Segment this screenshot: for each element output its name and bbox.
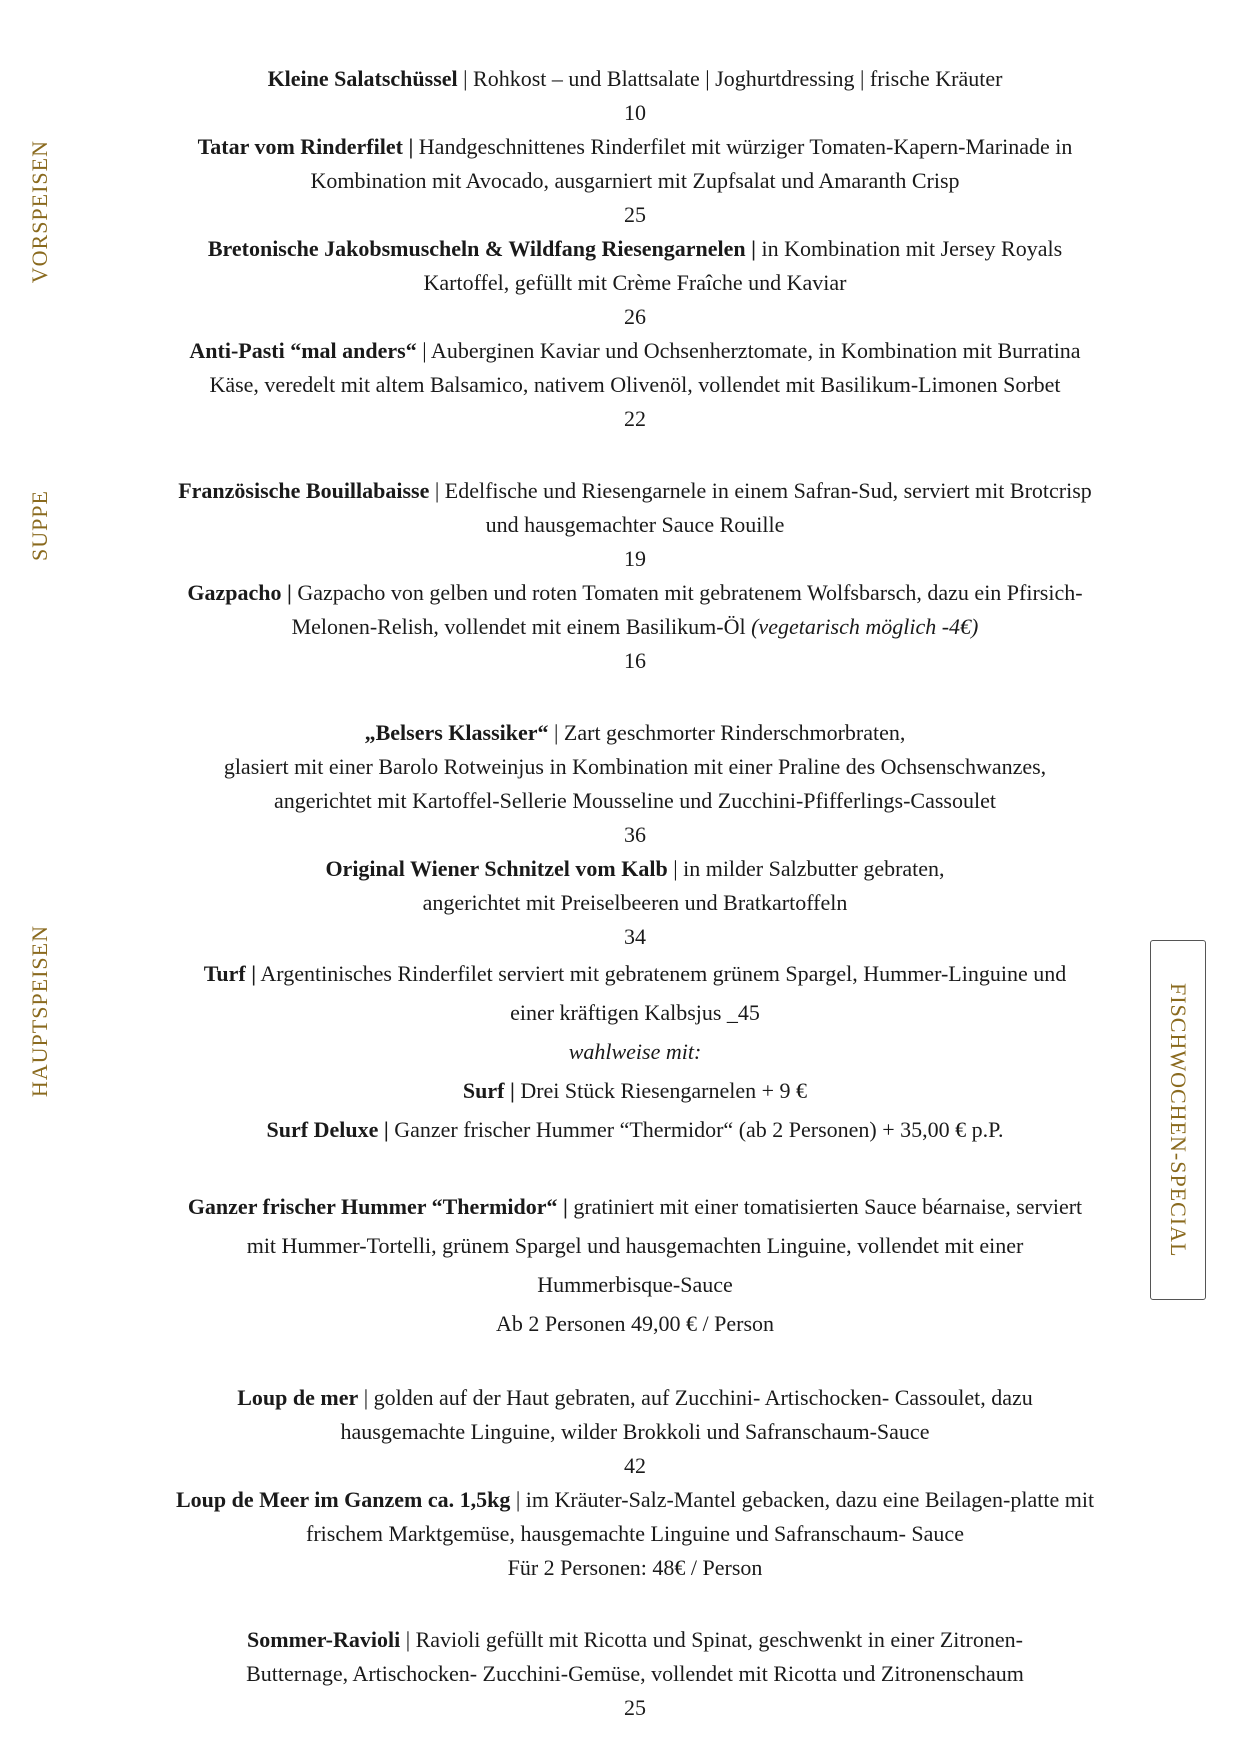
item-desc: Handgeschnittenes Rinderfilet mit würziger Tomaten-Kapern-Marinade in: [413, 134, 1073, 159]
item-desc: | in milder Salzbutter gebraten,: [667, 856, 945, 881]
menu-item-salat: [120, 62, 1150, 130]
item-name: Bretonische Jakobsmuscheln & Wildfang Riesengarnelen |: [207, 236, 757, 261]
menu-item-gazpacho: [120, 576, 1150, 678]
item-price: 36: [624, 822, 646, 847]
item-desc: angerichtet mit Kartoffel-Sellerie Mousseline und Zucchini-Pfifferlings-Cassoulet: [274, 788, 996, 813]
item-name: Loup de Meer im Ganzem ca. 1,5kg: [175, 1487, 511, 1512]
surf-name: Surf |: [462, 1078, 515, 1103]
section-label-special: FISCHWOCHEN-SPECIAL: [1166, 982, 1191, 1258]
item-price: 26: [624, 304, 646, 329]
item-desc: | im Kräuter-Salz-Mantel gebacken, dazu eine Beilagen-platte mit: [510, 1487, 1095, 1512]
menu-item-bouillabaisse: [120, 474, 1150, 576]
item-desc: hausgemachte Linguine, wilder Brokkoli und Safranschaum-Sauce: [340, 1419, 930, 1444]
item-desc: | Ravioli gefüllt mit Ricotta und Spinat, geschwenkt in einer Zitronen-: [400, 1627, 1023, 1652]
item-price: Ab 2 Personen 49,00 € / Person: [495, 1311, 775, 1336]
surf-deluxe-name: Surf Deluxe |: [266, 1117, 389, 1142]
menu-item-schnitzel: [120, 852, 1150, 954]
item-desc: in Kombination mit Jersey Royals: [756, 236, 1063, 261]
item-option: wahlweise mit:: [568, 1039, 702, 1064]
item-desc: Melonen-Relish, vollendet mit einem Basilikum-Öl: [291, 614, 752, 639]
item-desc: | Edelfische und Riesengarnele in einem Safran-Sud, serviert mit Brotcrisp: [429, 478, 1092, 503]
item-desc: Kombination mit Avocado, ausgarniert mit Zupfsalat und Amaranth Crisp: [310, 168, 960, 193]
menu-content: [120, 62, 1150, 1725]
item-name: Kleine Salatschüssel: [267, 66, 458, 91]
item-name: Loup de mer: [237, 1385, 359, 1410]
item-desc: | golden auf der Haut gebraten, auf Zucchini- Artischocken- Cassoulet, dazu: [358, 1385, 1033, 1410]
item-name: „Belsers Klassiker“: [364, 720, 549, 745]
menu-item-turf: [120, 954, 1150, 1149]
item-name: Turf |: [203, 961, 257, 986]
item-name: Gazpacho |: [187, 580, 292, 605]
item-name: Sommer-Ravioli: [247, 1627, 401, 1652]
menu-item-ravioli: [120, 1623, 1150, 1725]
surf-desc: Drei Stück Riesengarnelen + 9 €: [514, 1078, 808, 1103]
item-desc: | Auberginen Kaviar und Ochsenherztomate, in Kombination mit Burratina: [416, 338, 1081, 363]
item-desc: einer kräftigen Kalbsjus _45: [510, 1000, 760, 1025]
item-price: 22: [624, 406, 646, 431]
menu-item-antipasti: [120, 334, 1150, 436]
item-price: 34: [624, 924, 646, 949]
menu-item-klassiker: [120, 716, 1150, 852]
item-name: Französische Bouillabaisse: [178, 478, 430, 503]
item-desc: Hummerbisque-Sauce: [537, 1272, 733, 1297]
item-desc: frischem Marktgemüse, hausgemachte Linguine und Safranschaum- Sauce: [306, 1521, 964, 1546]
item-desc: und hausgemachter Sauce Rouille: [485, 512, 785, 537]
item-desc: Gazpacho von gelben und roten Tomaten mit gebratenem Wolfsbarsch, dazu ein Pfirsich-: [291, 580, 1083, 605]
item-name: Ganzer frischer Hummer “Thermidor“ |: [187, 1194, 568, 1219]
menu-item-hummer: [120, 1187, 1150, 1343]
item-price: 25: [624, 1695, 646, 1720]
section-label-suppe: SUPPE: [27, 490, 52, 562]
item-price: 25: [624, 202, 646, 227]
item-name: Tatar vom Rinderfilet |: [197, 134, 414, 159]
item-desc: gratiniert mit einer tomatisierten Sauce béarnaise, serviert: [567, 1194, 1083, 1219]
item-price: 16: [624, 648, 646, 673]
section-label-vorspeisen: VORSPEISEN: [27, 140, 52, 284]
item-desc: | Rohkost – und Blattsalate | Joghurtdressing | frische Kräuter: [457, 66, 1003, 91]
special-box: [1150, 940, 1206, 1300]
item-price: Für 2 Personen: 48€ / Person: [507, 1555, 763, 1580]
item-name: Original Wiener Schnitzel vom Kalb: [325, 856, 668, 881]
menu-item-loup: [120, 1381, 1150, 1483]
item-desc: mit Hummer-Tortelli, grünem Spargel und hausgemachten Linguine, vollendet mit einer: [246, 1233, 1024, 1258]
surf-deluxe-desc: Ganzer frischer Hummer “Thermidor“ (ab 2 Personen) + 35,00 € p.P.: [388, 1117, 1004, 1142]
item-desc: Käse, veredelt mit altem Balsamico, nativem Olivenöl, vollendet mit Basilikum-Limonen Sorbet: [209, 372, 1061, 397]
item-desc: Argentinisches Rinderfilet serviert mit gebratenem grünem Spargel, Hummer-Linguine und: [256, 961, 1067, 986]
item-price: 10: [624, 100, 646, 125]
item-desc: Kartoffel, gefüllt mit Crème Fraîche und Kaviar: [423, 270, 847, 295]
menu-item-loup-ganz: [120, 1483, 1150, 1585]
item-price: 19: [624, 546, 646, 571]
item-desc: | Zart geschmorter Rinderschmorbraten,: [548, 720, 906, 745]
item-desc: Butternage, Artischocken- Zucchini-Gemüse, vollendet mit Ricotta und Zitronenschaum: [246, 1661, 1024, 1686]
menu-item-jakobsmuscheln: [120, 232, 1150, 334]
section-label-hauptspeisen: HAUPTSPEISEN: [27, 925, 52, 1098]
item-desc: angerichtet mit Preiselbeeren und Bratkartoffeln: [422, 890, 848, 915]
item-price: 42: [624, 1453, 646, 1478]
item-name: Anti-Pasti “mal anders“: [189, 338, 417, 363]
menu-item-tatar: [120, 130, 1150, 232]
item-desc: glasiert mit einer Barolo Rotweinjus in Kombination mit einer Praline des Ochsenschwanzes,: [223, 754, 1047, 779]
item-note: (vegetarisch möglich -4€): [751, 614, 979, 639]
